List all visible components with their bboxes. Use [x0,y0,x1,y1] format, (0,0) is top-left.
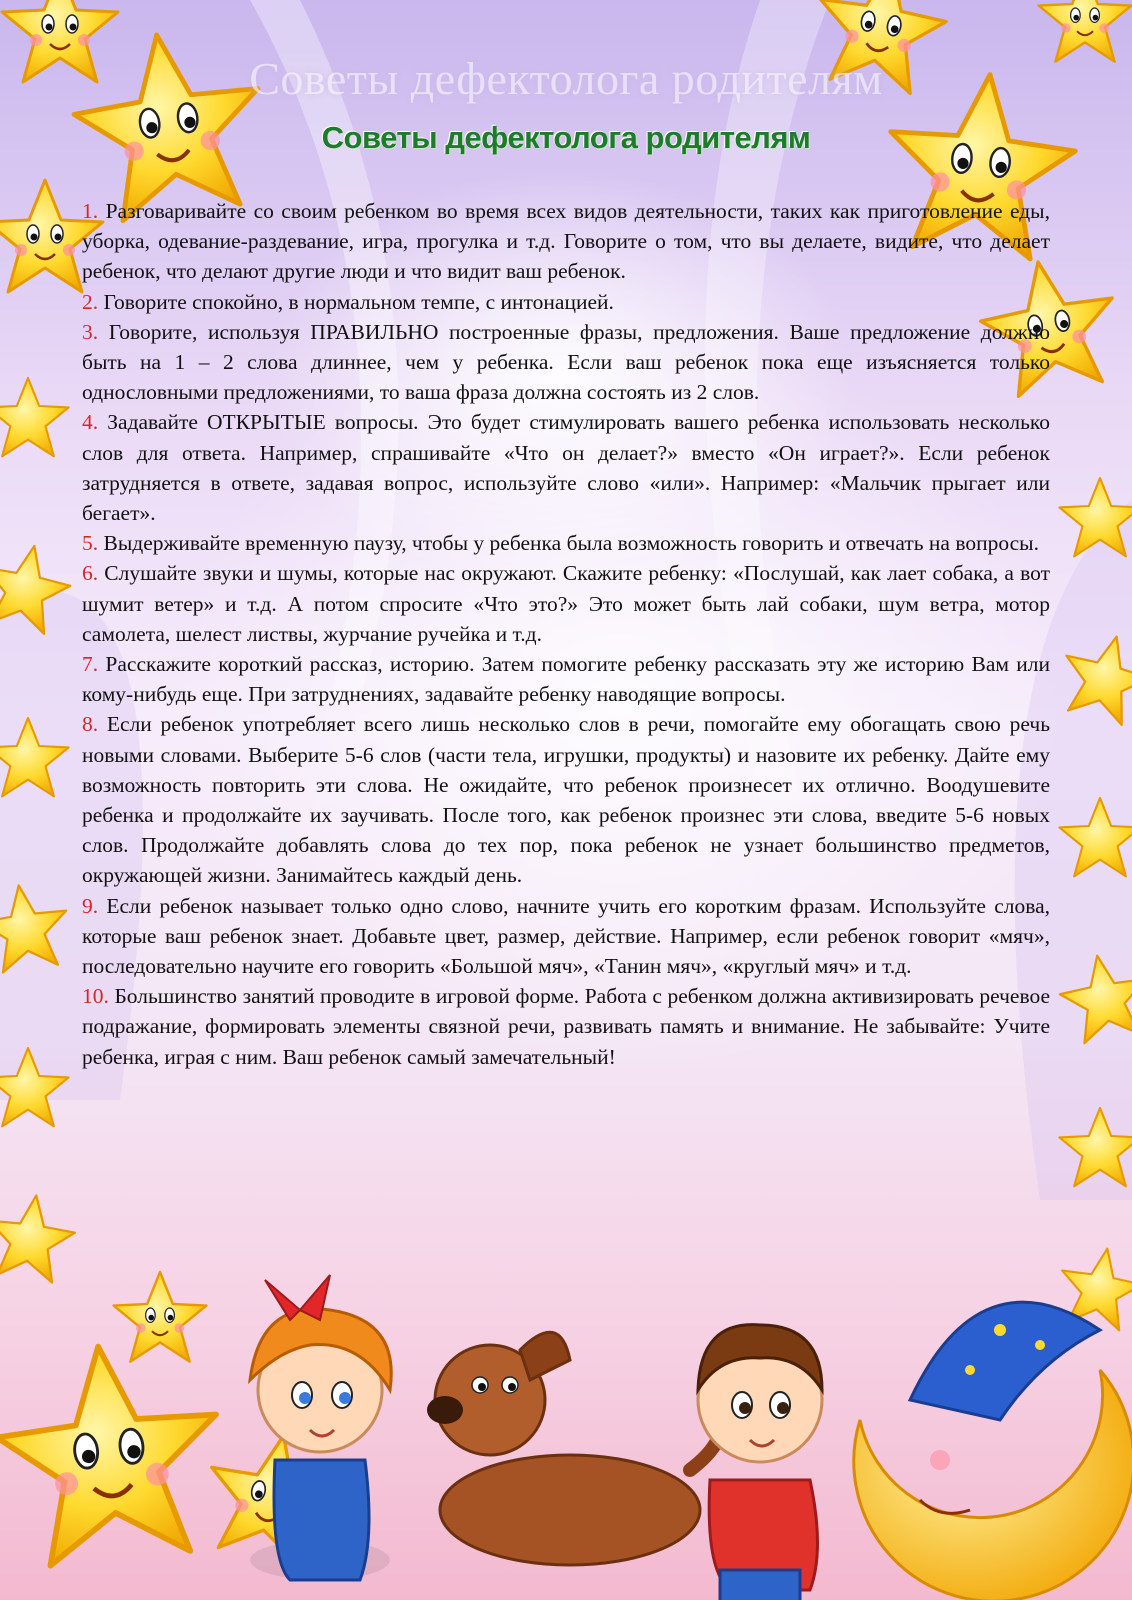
tip-text: Если ребенок называет только одно слово, начните учить его коротким фразам. Используйте слова, которые ваш ребенок знает. Добавьте цвет, размер, действие. Например, если ребенок говорит «мяч», последовательно научите его говорить «Большой мяч», «Танин мяч», «круглый мяч» и т.д. [82,893,1051,979]
tip-number: 2. [82,289,99,314]
tip-item [82,709,1050,890]
tip-number: 3. [82,319,99,344]
tip-text: Выдерживайте временную паузу, чтобы у ребенка была возможность говорить и отвечать на вопросы. [103,531,1040,556]
tip-item [82,528,1050,558]
tips-list [82,196,1050,1072]
tip-text: Разговаривайте со своим ребенком во время всех видов деятельности, таких как приготовление еды, уборка, одевание-раздевание, игра, прогулка и т.д. Говорите о том, что вы делаете, видите, что делает ребенок, что делают другие люди и что видит ваш ребенок. [82,199,1051,284]
tip-text: Задавайте ОТКРЫТЫЕ вопросы. Это будет стимулировать вашего ребенка использовать несколько слов для ответа. Например, спрашивайте «Что он делает?» вместо «Он играет?». Если ребенок затрудняется в ответе, задавая вопрос, используйте слово «или». Например: «Мальчик прыгает или бегает». [82,410,1051,526]
tip-text: Большинство занятий проводите в игровой форме. Работа с ребенком должна активизировать речевое подражание, формировать элементы связной речи, развивать память и внимание. Не забывайте: Учите ребенка, играя с ним. Ваш ребенок самый замечательный! [82,984,1051,1069]
tip-number: 8. [82,712,99,737]
tip-item [82,287,1050,317]
tip-number: 5. [82,531,99,556]
tip-text: Слушайте звуки и шумы, которые нас окружают. Скажите ребенку: «Послушай, как лает собака, а вот шумит ветер» и т.д. А потом спросите «Что это?» Это может быть лай собаки, шум ветра, мотор самолета, шелест листвы, журчание ручейка и т.д. [82,561,1050,646]
tip-text: Говорите, используя ПРАВИЛЬНО построенные фразы, предложения. Ваше предложение должно быть на 1 – 2 слова длиннее, чем у ребенка. Если ваш ребенок пока еще изъясняется только однословными предложениями, то ваша фраза должна состоять из 2 слов. [82,319,1051,405]
tip-number: 7. [82,652,99,677]
page-title: Советы дефектолога родителям [321,120,811,155]
tip-text: Расскажите короткий рассказ, историю. Затем помогите ребенку рассказать эту же историю Вам или кому-нибудь еще. При затруднениях, задавайте ребенку наводящие вопросы. [82,652,1050,707]
tip-number: 4. [82,410,99,435]
tip-item [82,196,1050,287]
ghost-title: Советы дефектолога родителям [249,53,883,104]
tip-number: 6. [82,561,99,586]
tip-text: Если ребенок употребляет всего лишь несколько слов в речи, помогайте ему обогащать свою речь новыми словами. Выберите 5-6 слов (части тела, игрушки, продукты) и назовите их ребенку. Дайте ему возможность повторить эти слова. Не ожидайте, что ребенок произнесет их отлично. Воодушевите ребенка и продолжайте их заучивать. После того, как ребенок произнес эти слова, введите 5-6 новых слов. Продолжайте добавлять слова до тех пор, пока ребенок не узнает большинство предметов, окружающей жизни. Занимайтесь каждый день. [82,712,1050,888]
tip-item [82,558,1050,649]
tip-item [82,981,1050,1072]
tip-number: 1. [82,199,99,223]
tip-item [82,317,1050,408]
tip-item [82,649,1050,709]
tip-number: 9. [82,893,99,918]
tip-text: Говорите спокойно, в нормальном темпе, с интонацией. [103,289,614,314]
tip-number: 10. [82,984,109,1009]
tip-item [82,407,1050,528]
tip-item [82,891,1050,982]
